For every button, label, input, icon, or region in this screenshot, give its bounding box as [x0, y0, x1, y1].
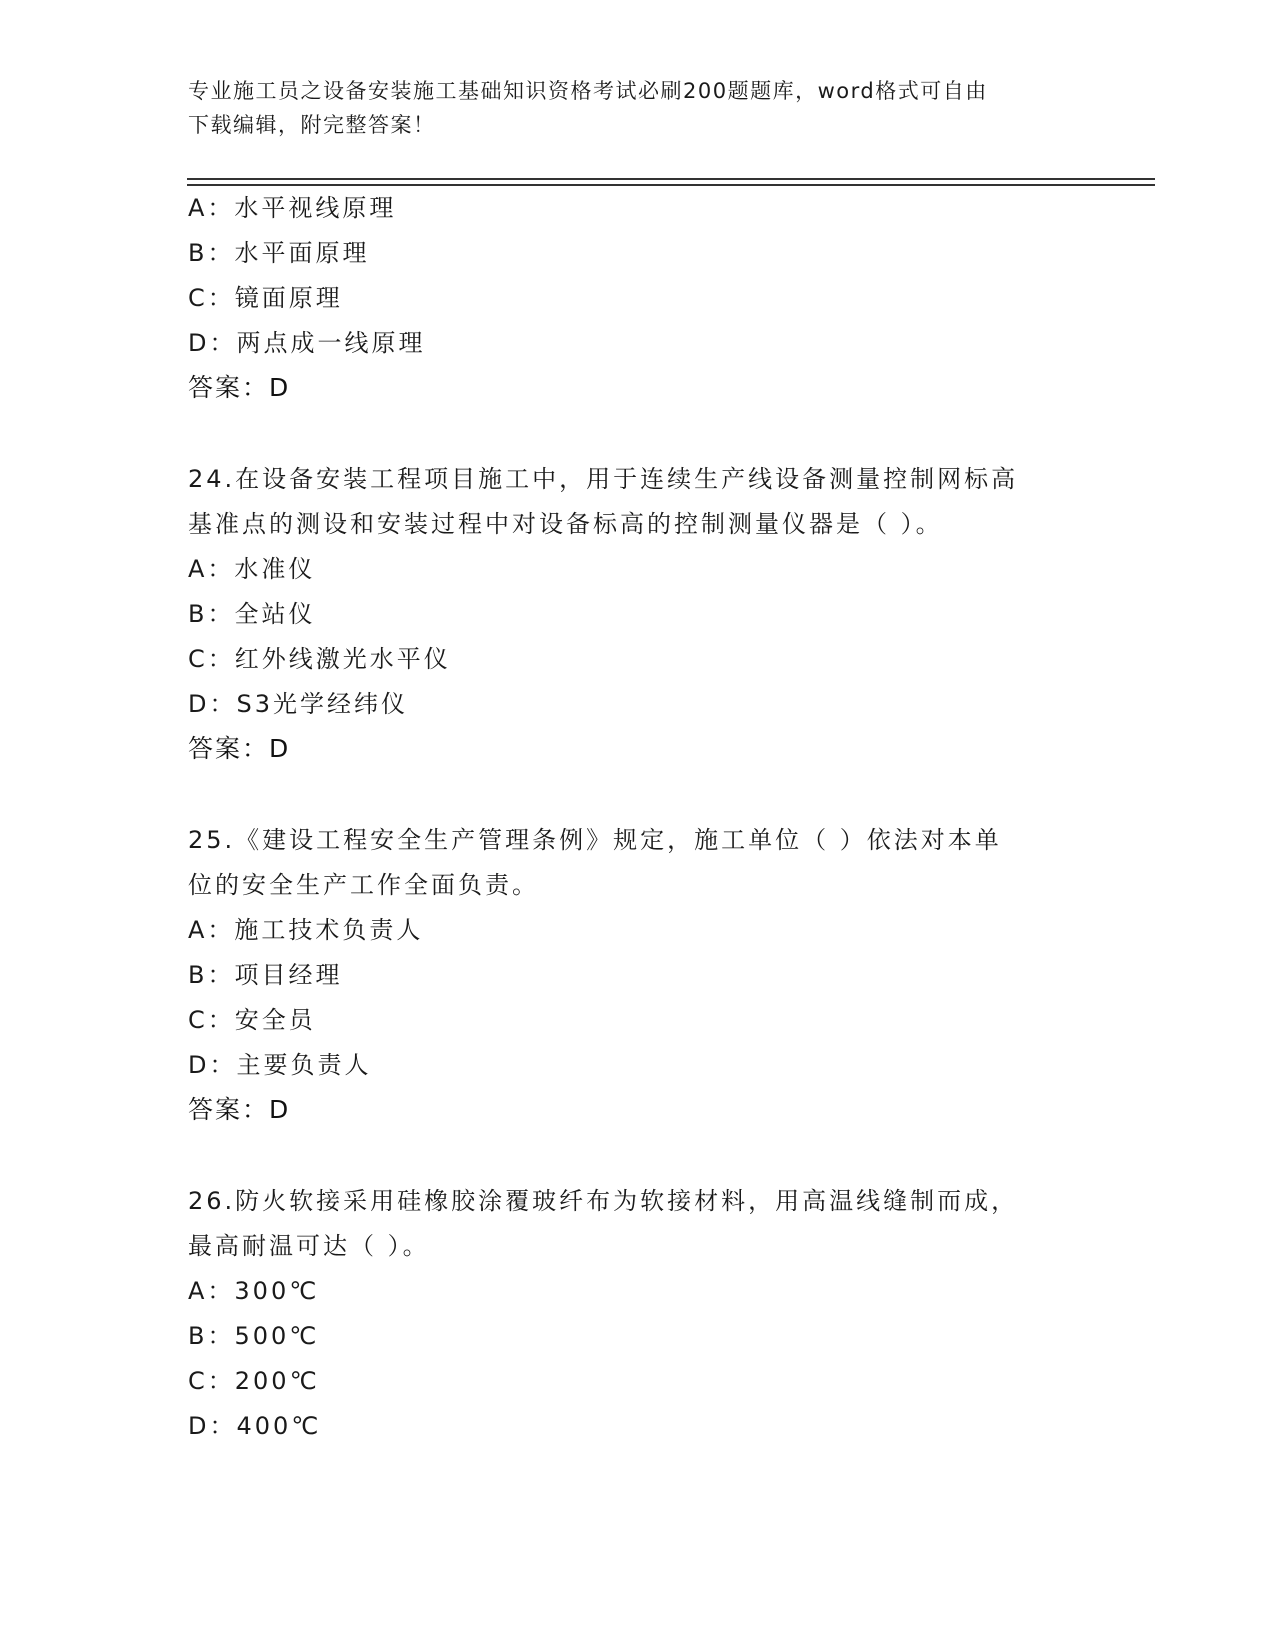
header-divider-top [187, 178, 1155, 180]
q25-option-b: B：项目经理 [188, 961, 343, 989]
q24-answer: 答案：D [188, 734, 291, 763]
q24-option-a: A：水准仪 [188, 555, 316, 583]
q24-option-b: B：全站仪 [188, 600, 316, 628]
q25-option-d: D：主要负责人 [188, 1051, 372, 1079]
q23-option-c: C：镜面原理 [188, 284, 343, 312]
q23-option-b: B：水平面原理 [188, 239, 370, 267]
q26-option-b: B：500℃ [188, 1322, 320, 1350]
q26-option-c: C：200℃ [188, 1367, 320, 1395]
q26-stem-line-1: 26.防火软接采用硅橡胶涂覆玻纤布为软接材料，用高温线缝制而成， [188, 1187, 1019, 1215]
q25-answer: 答案：D [188, 1095, 291, 1124]
q26-option-d: D：400℃ [188, 1412, 322, 1440]
q25-option-a: A：施工技术负责人 [188, 916, 424, 944]
header-title-line-1: 专业施工员之设备安装施工基础知识资格考试必刷200题题库，word格式可自由 [188, 79, 988, 103]
q25-stem-line-1: 25.《建设工程安全生产管理条例》规定，施工单位（ ）依法对本单 [188, 826, 1002, 854]
q24-stem-line-1: 24.在设备安装工程项目施工中，用于连续生产线设备测量控制网标高 [188, 465, 1019, 493]
header-title-line-2: 下载编辑，附完整答案！ [188, 113, 436, 137]
q26-stem-line-2: 最高耐温可达（ ）。 [188, 1232, 430, 1260]
header-divider-bottom [187, 184, 1155, 186]
q24-option-c: C：红外线激光水平仪 [188, 645, 451, 673]
document-header [188, 74, 1068, 142]
q23-option-a: A：水平视线原理 [188, 194, 397, 222]
q25-option-c: C：安全员 [188, 1006, 316, 1034]
q24-stem-line-2: 基准点的测设和安装过程中对设备标高的控制测量仪器是（ ）。 [188, 510, 943, 538]
q23-option-d: D：两点成一线原理 [188, 329, 426, 357]
q26-option-a: A：300℃ [188, 1277, 320, 1305]
q23-answer: 答案：D [188, 373, 291, 402]
q25-stem-line-2: 位的安全生产工作全面负责。 [188, 871, 539, 899]
q24-option-d: D：S3光学经纬仪 [188, 690, 408, 718]
